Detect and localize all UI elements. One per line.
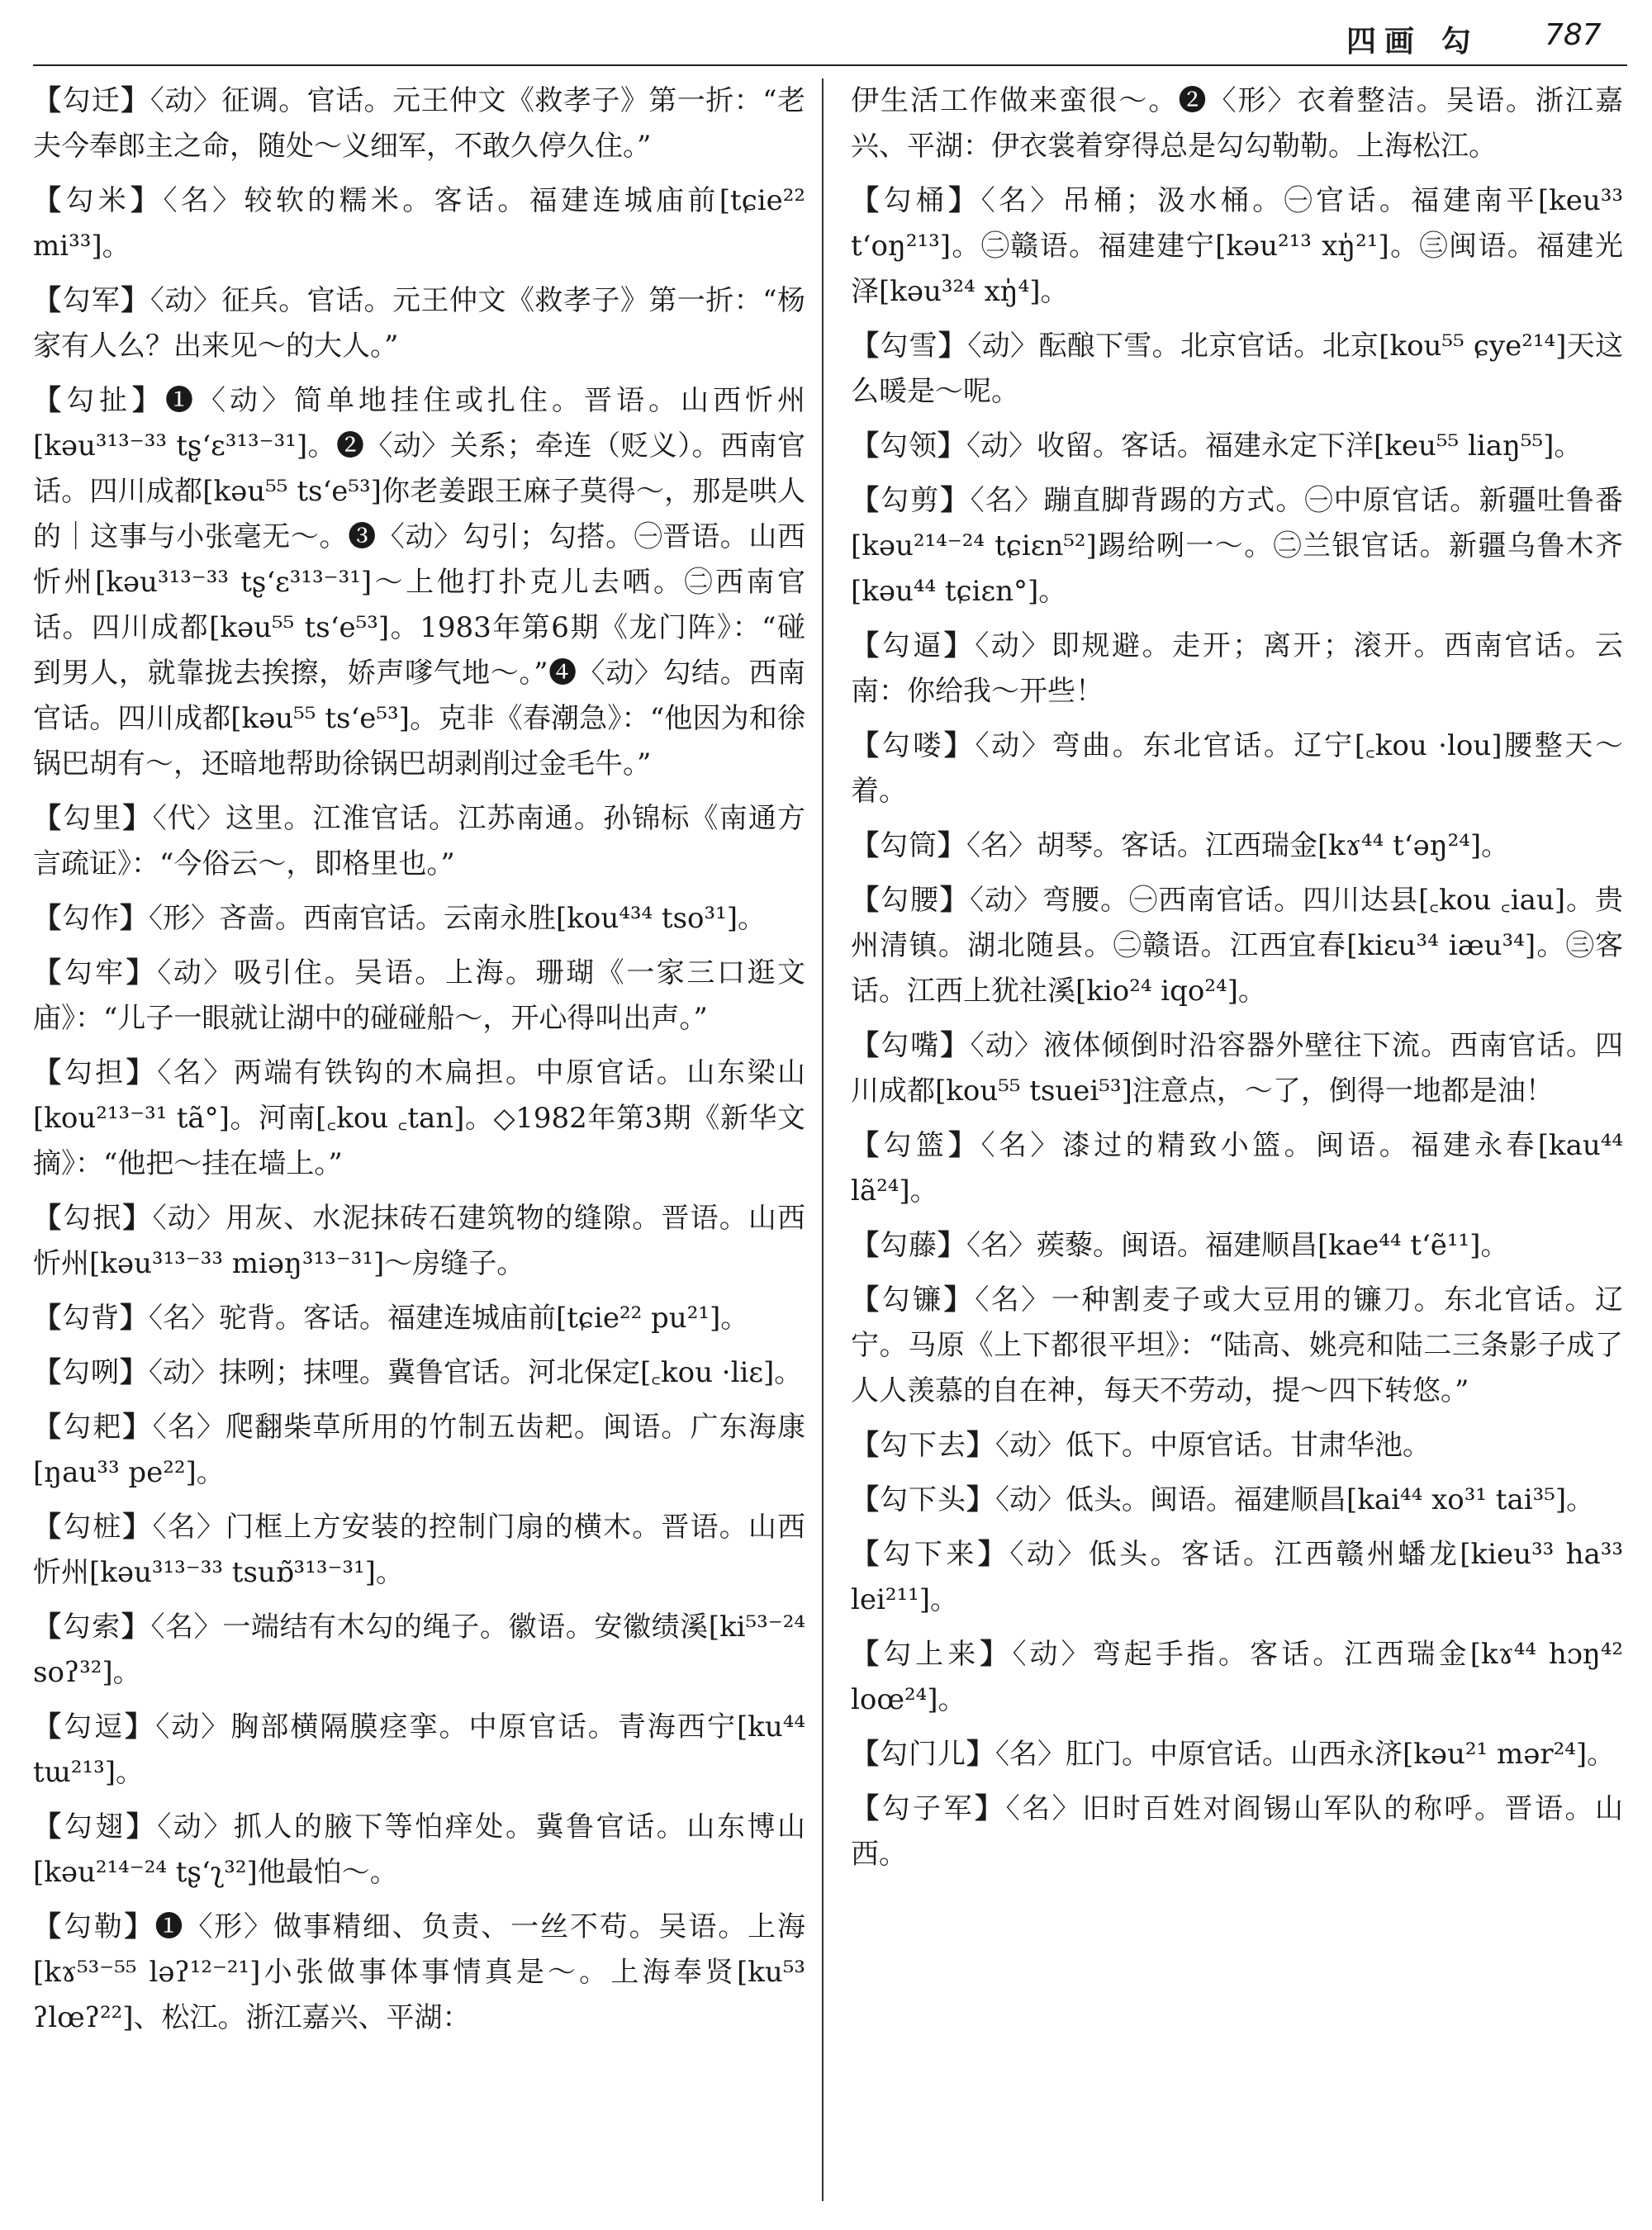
dictionary-entry (33, 378, 805, 787)
entry-headword: 【勾领】 (851, 429, 966, 463)
entry-headword: 【勾逗】 (33, 1710, 156, 1744)
dictionary-entry (851, 1278, 1623, 1414)
entry-continuation (851, 78, 1623, 169)
entry-headword: 【勾桶】 (851, 184, 981, 217)
dictionary-entry (33, 1405, 805, 1496)
dictionary-entry (33, 278, 805, 369)
entry-definition: 〈名〉门框上方安装的控制门扇的横木。晋语。山西忻州[kəu³¹³⁻³³ tsuɒ̃³¹³⁻³¹]。 (33, 1511, 805, 1589)
entry-definition: 〈动〉低头。客话。江西赣州蟠龙[kieu³³ ha³³ lei²¹¹]。 (851, 1538, 1623, 1616)
entry-headword: 【勾勒】 (33, 1910, 155, 1943)
entry-headword: 【勾扯】 (33, 384, 165, 417)
entry-headword: 【勾子军】 (851, 1792, 1006, 1825)
dictionary-entry (851, 1123, 1623, 1214)
dictionary-entry (851, 1532, 1623, 1623)
dictionary-entry (851, 478, 1623, 614)
dictionary-entry (851, 1478, 1623, 1523)
dictionary-entry (33, 1051, 805, 1187)
dictionary-entry (33, 796, 805, 887)
entry-headword: 【勾门儿】 (851, 1738, 995, 1771)
header-rule (33, 64, 1627, 66)
entry-headword: 【勾作】 (33, 902, 149, 935)
entry-definition: 〈动〉征调。官话。元王仲文《救孝子》第一折：“老夫今奉郎主之命，随处～义细军，不敢久停久住。” (33, 84, 805, 163)
dictionary-entry (33, 1705, 805, 1796)
entry-definition: 〈动〉弯腰。㊀西南官话。四川达县[꜀kou ꜀iau]。贵州清镇。湖北随县。㊁赣语。江西宜春[kiɛu³⁴ iæu³⁴]。㊂客话。江西上犹社溪[kio²⁴ iqo²⁴]。 (851, 884, 1623, 1008)
dictionary-entry (33, 1196, 805, 1287)
entry-headword: 【勾镰】 (851, 1283, 976, 1317)
entry-definition: 〈动〉吸引住。吴语。上海。珊瑚《一家三口逛文庙》：“儿子一眼就让湖中的碰碰船～，开心得叫出声。” (33, 956, 805, 1035)
entry-definition: 〈形〉吝啬。西南官话。云南永胜[kou⁴³⁴ tso³¹]。 (149, 902, 767, 935)
entry-headword: 【勾牢】 (33, 956, 158, 989)
entry-headword: 【勾咧】 (33, 1356, 149, 1389)
dictionary-entry (851, 1023, 1623, 1114)
entry-definition: 〈名〉一种割麦子或大豆用的镰刀。东北官话。辽宁。马原《上下都很平坦》：“陆高、姚亮和陆二三条影子成了人人羡慕的自在神，每天不劳动，提～四下转悠。” (851, 1283, 1623, 1407)
entry-headword: 【勾里】 (33, 802, 153, 835)
dictionary-entry (33, 1905, 805, 2041)
entry-definition: 〈名〉较软的糯米。客话。福建连城庙前[tɕie²² mi³³]。 (33, 184, 805, 263)
dictionary-entry (851, 178, 1623, 315)
entry-definition: 〈名〉肛门。中原官话。山西永济[kəu²¹ mər²⁴]。 (995, 1738, 1616, 1771)
entry-headword: 【勾雪】 (851, 330, 968, 363)
entry-definition: 〈动〉酝酿下雪。北京官话。北京[kou⁵⁵ ɕye²¹⁴]天这么暖是～呢。 (851, 330, 1623, 408)
entry-definition: 〈动〉弯曲。东北官话。辽宁[꜀kou ·lou]腰整天～着。 (851, 729, 1623, 808)
dictionary-entry (33, 1296, 805, 1341)
entry-headword: 【勾背】 (33, 1302, 149, 1335)
entry-headword: 【勾筒】 (851, 829, 966, 862)
entry-definition: 〈动〉收留。客话。福建永定下洋[keu⁵⁵ liaŋ⁵⁵]。 (966, 429, 1583, 463)
entry-headword: 【勾藤】 (851, 1229, 966, 1262)
entry-headword: 【勾下去】 (851, 1429, 995, 1462)
entry-headword: 【勾下来】 (851, 1538, 1010, 1571)
page-header (0, 0, 1652, 66)
entry-headword: 【勾逼】 (851, 629, 976, 662)
entry-headword: 【勾腰】 (851, 884, 971, 917)
dictionary-entry (851, 624, 1623, 714)
entry-definition: 〈名〉旧时百姓对阎锡山军队的称呼。晋语。山西。 (851, 1792, 1623, 1871)
entry-definition: 〈名〉两端有铁钩的木扁担。中原官话。山东梁山[kou²¹³⁻³¹ tã°]。河南[꜀kou ꜀tan]。◇1982年第3期《新华文摘》：“他把～挂在墙上。” (33, 1056, 805, 1180)
entry-definition: 〈动〉低下。中原官话。甘肃华池。 (995, 1429, 1431, 1462)
dictionary-entry (851, 324, 1623, 415)
entry-definition: ❶〈动〉简单地挂住或扎住。晋语。山西忻州[kəu³¹³⁻³³ tʂʻɛ³¹³⁻³¹]。❷〈动〉关系；牵连（贬义）。西南官话。四川成都[kəu⁵⁵ tsʻe⁵³]你老姜跟王麻子莫得～，那是哄人的｜这事与小张毫无～。❸〈动〉勾引；勾搭。㊀晋语。山西忻州[kəu³¹³⁻³³ tʂʻɛ³¹³⁻³¹]～上他打扑克儿去哂。㊁西南官话。四川成都[kəu⁵⁵ tsʻe⁵³]。1983年第6期《龙门阵》：“碰到男人，就靠拢去挨擦，娇声嗲气地～。”❹〈动〉勾结。西南官话。四川成都[kəu⁵⁵ tsʻe⁵³]。克非《春潮急》：“他因为和徐锅巴胡有～，还暗地帮助徐锅巴胡剥削过金毛牛。” (33, 384, 805, 780)
entry-headword: 【勾迁】 (33, 84, 150, 117)
dictionary-entry (851, 724, 1623, 814)
entry-definition: 〈动〉抓人的腋下等怕痒处。冀鲁官话。山东博山[kəu²¹⁴⁻²⁴ tʂʻʅ³²]他最怕～。 (33, 1810, 805, 1889)
dictionary-entry (851, 1632, 1623, 1723)
entry-headword: 【勾喽】 (851, 729, 976, 762)
entry-headword: 【勾耙】 (33, 1411, 153, 1444)
entry-definition: 〈代〉这里。江淮官话。江苏南通。孙锦标《南通方言疏证》：“今俗云～，即格里也。” (33, 802, 805, 880)
entry-definition: 〈动〉即规避。走开；离开；滚开。西南官话。云南：你给我～开些！ (851, 629, 1623, 708)
column-divider (822, 78, 824, 2201)
entry-headword: 【勾篮】 (851, 1129, 981, 1162)
dictionary-entry (851, 1223, 1623, 1269)
entry-headword: 【勾下头】 (851, 1483, 995, 1516)
dictionary-entry (851, 1732, 1623, 1777)
entry-definition: 〈名〉一端结有木勾的绳子。徽语。安徽绩溪[ki⁵³⁻²⁴ soʔ³²]。 (33, 1611, 805, 1689)
dictionary-entry (851, 823, 1623, 869)
right-column (851, 78, 1623, 2218)
entry-definition: 伊生活工作做来蛮很～。❷〈形〉衣着整洁。吴语。浙江嘉兴、平湖：伊衣裳着穿得总是勾勾勒勒。上海松江。 (851, 84, 1623, 163)
left-column (33, 78, 805, 2218)
dictionary-entry (33, 1605, 805, 1696)
entry-definition: 〈名〉爬翻柴草所用的竹制五齿耙。闽语。广东海康[ŋau³³ pe²²]。 (33, 1411, 805, 1489)
entry-definition: 〈名〉漆过的精致小篮。闽语。福建永春[kau⁴⁴ lã²⁴]。 (851, 1129, 1623, 1208)
dictionary-entry (33, 1805, 805, 1896)
dictionary-entry (33, 1505, 805, 1596)
entry-definition: 〈名〉胡琴。客话。江西瑞金[kɤ⁴⁴ tʻəŋ²⁴]。 (966, 829, 1510, 862)
entry-headword: 【勾嘴】 (851, 1029, 971, 1062)
dictionary-entry (33, 178, 805, 269)
entry-headword: 【勾索】 (33, 1611, 151, 1644)
entry-headword: 【勾上来】 (851, 1638, 1013, 1671)
entry-headword: 【勾剪】 (851, 484, 971, 517)
entry-definition: 〈动〉用灰、水泥抹砖石建筑物的缝隙。晋语。山西忻州[kəu³¹³⁻³³ miəŋ³¹³⁻³¹]～房缝子。 (33, 1202, 805, 1280)
page-number: 787 (1545, 18, 1602, 52)
entry-headword: 【勾米】 (33, 184, 164, 217)
entry-definition: 〈名〉吊桶；汲水桶。㊀官话。福建南平[keu³³ tʻoŋ²¹³]。㊁赣语。福建建宁[kəu²¹³ xŋ̍²¹]。㊂闽语。福建光泽[kəu³²⁴ xŋ̍⁴]。 (851, 184, 1623, 308)
dictionary-entry (33, 78, 805, 169)
entry-definition: 〈名〉蹦直脚背踢的方式。㊀中原官话。新疆吐鲁番[kəu²¹⁴⁻²⁴ tɕiɛn⁵²]踢给咧一～。㊁兰银官话。新疆乌鲁木齐[kəu⁴⁴ tɕiɛn°]。 (851, 484, 1623, 608)
section-title: 四画 勾 (1346, 24, 1479, 59)
dictionary-entry (851, 1423, 1623, 1468)
entry-headword: 【勾军】 (33, 284, 150, 317)
entry-definition: 〈动〉液体倾倒时沿容器外壁往下流。西南官话。四川成都[kou⁵⁵ tsuei⁵³]注意点，～了，倒得一地都是油！ (851, 1029, 1623, 1108)
entry-headword: 【勾抿】 (33, 1202, 153, 1235)
dictionary-entry (851, 878, 1623, 1014)
entry-definition: 〈动〉弯起手指。客话。江西瑞金[kɤ⁴⁴ hɔŋ⁴² loœ²⁴]。 (851, 1638, 1623, 1716)
entry-definition: 〈动〉征兵。官话。元王仲文《救孝子》第一折：“杨家有人么？出来见～的大人。” (33, 284, 805, 363)
dictionary-entry (851, 1786, 1623, 1877)
entry-headword: 【勾翅】 (33, 1810, 158, 1843)
entry-definition: ❶〈形〉做事精细、负责、一丝不苟。吴语。上海[kɤ⁵³⁻⁵⁵ ləʔ¹²⁻²¹]小张做事体事情真是～。上海奉贤[ku⁵³ ʔlœʔ²²]、松江。浙江嘉兴、平湖： (33, 1910, 805, 2034)
entry-headword: 【勾担】 (33, 1056, 158, 1089)
entry-definition: 〈名〉蒺藜。闽语。福建顺昌[kae⁴⁴ tʻẽ¹¹]。 (966, 1229, 1509, 1262)
dictionary-entry (851, 424, 1623, 469)
entry-definition: 〈动〉胸部横隔膜痉挛。中原官话。青海西宁[ku⁴⁴ tɯ²¹³]。 (33, 1710, 805, 1789)
entry-definition: 〈动〉低头。闽语。福建顺昌[kai⁴⁴ xo³¹ tai³⁵]。 (995, 1483, 1595, 1516)
entry-headword: 【勾桩】 (33, 1511, 153, 1544)
entry-definition: 〈动〉抹咧；抹哩。冀鲁官话。河北保定[꜀kou ·liɛ]。 (149, 1356, 803, 1389)
dictionary-entry (33, 896, 805, 942)
dictionary-entry (33, 951, 805, 1041)
dictionary-entry (33, 1350, 805, 1396)
entry-definition: 〈名〉驼背。客话。福建连城庙前[tɕie²² pu²¹]。 (149, 1302, 749, 1335)
